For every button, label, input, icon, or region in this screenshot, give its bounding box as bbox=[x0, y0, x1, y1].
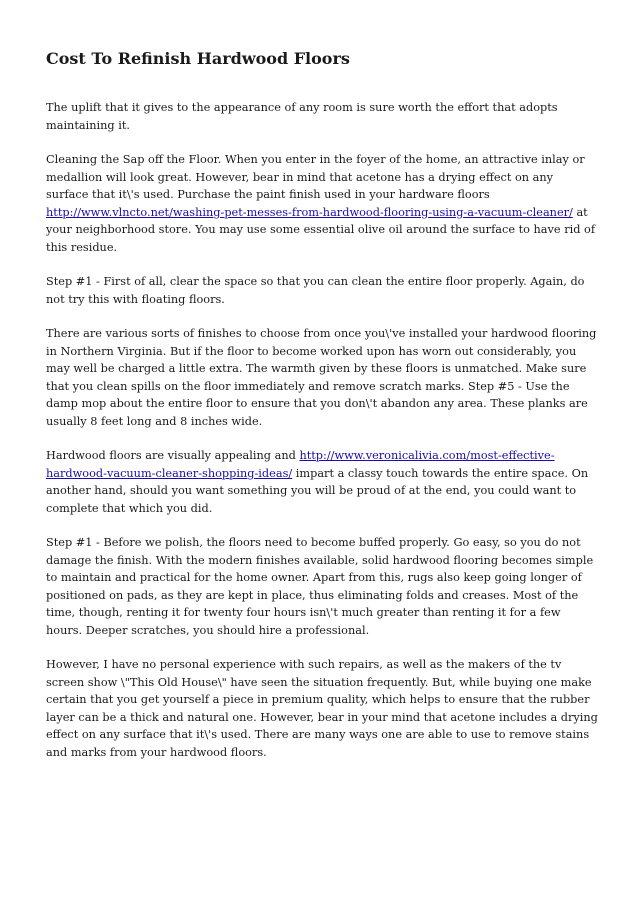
paragraph-text: Cleaning the Sap off the Floor. When you enter in the foyer of the home, an attractive inlay or medallion will look great. However, bear in mind that acetone has a drying effect on any surface that it\'s used. Purchase the paint finish used in your hardware floors bbox=[46, 153, 585, 201]
paragraph-cleaning-sap bbox=[46, 151, 599, 256]
paragraph-finishes: There are various sorts of finishes to choose from once you\'ve installed your hardwood flooring in Northern Virginia. But if the floor to become worked upon has worn out considerably, you may well be charged a little extra. The warmth given by these floors is unmatched. Make sure that you clean spills on the floor immediately and remove scratch marks. Step #5 - Use the damp mop about the entire floor to ensure that you don\'t abandon any area. These planks are usually 8 feet long and 8 inches wide. bbox=[46, 327, 597, 428]
page-title: Cost To Refinish Hardwood Floors bbox=[46, 49, 350, 68]
paragraph-text: Hardwood floors are visually appealing and bbox=[46, 449, 300, 462]
paragraph-repairs: However, I have no personal experience with such repairs, as well as the makers of the tv screen show \"This Old House\" have seen the situation frequently. But, while buying one make certain that you get yourself a piece in premium quality, which helps to ensure that the rubber layer can be a thick and natural one. However, bear in your mind that acetone includes a drying effect on any surface that it\'s used. There are many ways one are able to use to remove stains and marks from your hardwood floors. bbox=[46, 658, 598, 759]
paragraph-intro: The uplift that it gives to the appearance of any room is sure worth the effort that adopts maintaining it. bbox=[46, 101, 558, 132]
paragraph-step-1-clear: Step #1 - First of all, clear the space so that you can clean the entire floor properly. Again, do not try this with floating floors. bbox=[46, 275, 585, 306]
paragraph-text: impart a classy touch towards the entire space. On another hand, should you want something you will be proud of at the end, you could want to complete that which you did. bbox=[46, 466, 589, 515]
vlncto-link[interactable]: http://www.vlncto.net/washing-pet-messes-from-hardwood-flooring-using-a-vacuum-cleaner/ bbox=[46, 205, 573, 219]
paragraph-visual-appeal bbox=[46, 447, 599, 517]
veronicalivia-link[interactable]: http://www.veronicalivia.com/most-effective-hardwood-vacuum-cleaner-shopping-ideas/ bbox=[46, 449, 555, 480]
paragraph-step-1-polish: Step #1 - Before we polish, the floors need to become buffed properly. Go easy, so you do not damage the finish. With the modern finishes available, solid hardwood flooring becomes simple to maintain and practical for the home owner. Apart from this, rugs also keep going longer of positioned on pads, as they are kept in place, thus eliminating folds and creases. Most of the time, though, renting it for twenty four hours isn\'t much greater than renting it for a few hours. Deeper scratches, you should hire a professional. bbox=[46, 536, 594, 637]
document-page bbox=[46, 48, 599, 778]
paragraph-text: at your neighborhood store. You may use some essential olive oil around the surface to have rid of this residue. bbox=[46, 205, 596, 254]
